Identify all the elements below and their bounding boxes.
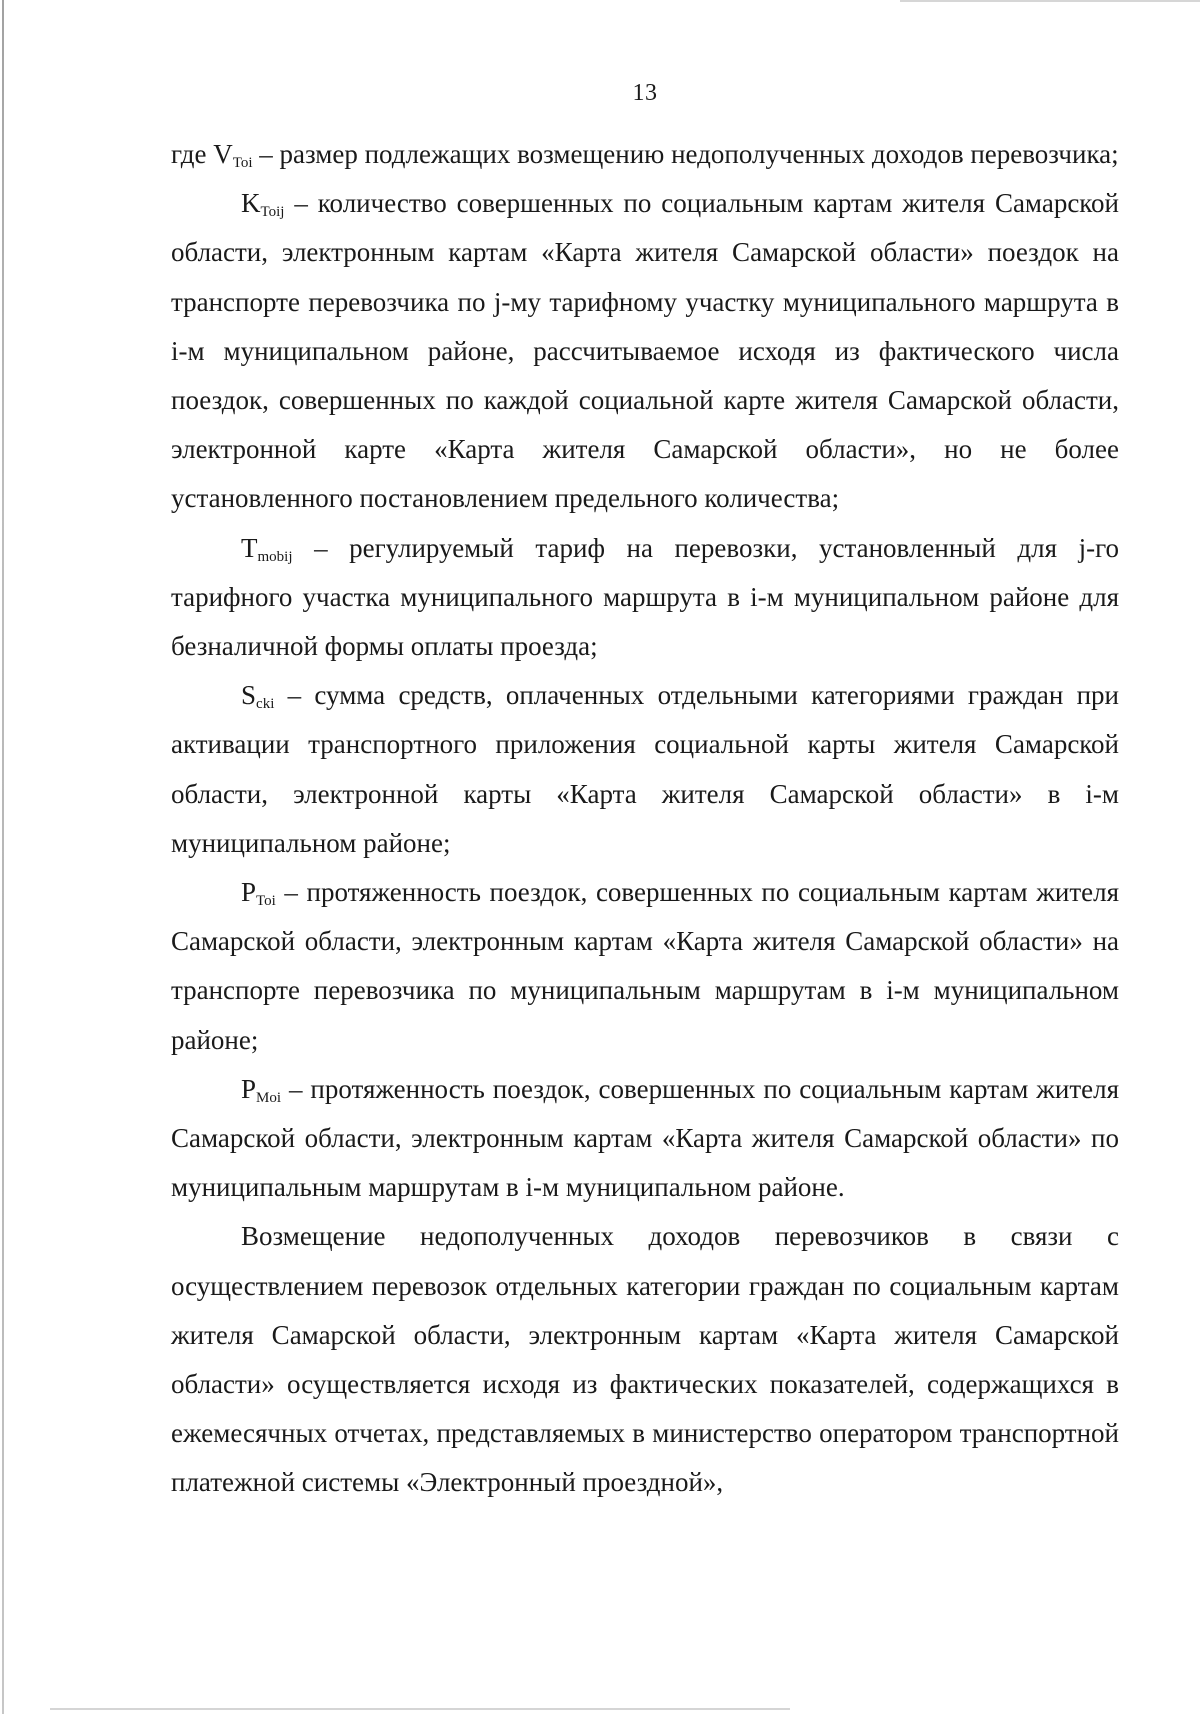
definition-symbol: P (241, 877, 257, 908)
scan-edge-bottom (50, 1708, 790, 1710)
definition-prefix: где (171, 139, 214, 169)
definition-text: – сумма средств, оплаченных отдельными категориями граждан при активации транспортного приложения социальной карты жителя Самарской области, электронной карты «Карта жителя Самарской области» в i-м муниципальном районе; (171, 680, 1119, 858)
definition-v-toi (171, 130, 1119, 179)
page-number: 13 (632, 80, 658, 106)
definition-text: – протяженность поездок, совершенных по социальным картам жителя Самарской области, электронным картам «Карта жителя Самарской области» на транспорте перевозчика по муниципальным маршрутам в i-м муниципальном районе; (171, 877, 1119, 1055)
scan-edge-top (900, 0, 1200, 2)
definition-k-toij (171, 179, 1119, 523)
definition-text: – количество совершенных по социальным картам жителя Самарской области, электронным картам «Карта жителя Самарской области» поездок на транспорте перевозчика по j-му тарифному участку муниципального маршрута в i-м муниципальном районе, рассчитываемое исходя из фактического числа поездок, совершенных по каждой социальной карте жителя Самарской области, электронной карте «Карта жителя Самарской области», но не более установленного постановлением предельного количества; (171, 188, 1119, 514)
definition-p-moi (171, 1065, 1119, 1213)
definition-subscript: mobij (257, 548, 293, 565)
definition-subscript: cki (256, 696, 275, 713)
definition-subscript: Toi (232, 155, 253, 171)
closing-paragraph: Возмещение недополученных доходов перевозчиков в связи с осуществлением перевозок отдельных категории граждан по социальным картам жителя Самарской области, электронным картам «Карта жителя Самарской области» осуществляется исходя из фактических показателей, содержащихся в ежемесячных отчетах, представляемых в министерство оператором транспортной платежной системы «Электронный проездной», (171, 1221, 1119, 1498)
definition-symbol: V (213, 139, 233, 169)
definition-symbol: T (241, 532, 258, 563)
definition-s-cki (171, 671, 1119, 868)
definition-subscript: Moi (256, 1089, 282, 1106)
definition-text: – регулируемый тариф на перевозки, установленный для j-го тарифного участка муниципального маршрута в i-м муниципальном районе для безналичной формы оплаты проезда; (171, 532, 1119, 662)
definition-symbol: S (241, 680, 257, 711)
definition-text: – протяженность поездок, совершенных по социальным картам жителя Самарской области, электронным картам «Карта жителя Самарской области» по муниципальным маршрутам в i-м муниципальном районе. (171, 1073, 1119, 1203)
definition-t-mobij (171, 524, 1119, 672)
definition-p-toi (171, 868, 1119, 1065)
document-body (171, 130, 1119, 1508)
definition-symbol: P (241, 1073, 257, 1104)
definition-subscript: Toij (260, 204, 285, 221)
definition-subscript: Toi (256, 893, 276, 910)
scan-edge-left (2, 0, 4, 1714)
definition-symbol: K (241, 188, 261, 219)
definition-text: – размер подлежащих возмещению недополученных доходов перевозчика; (252, 139, 1119, 169)
